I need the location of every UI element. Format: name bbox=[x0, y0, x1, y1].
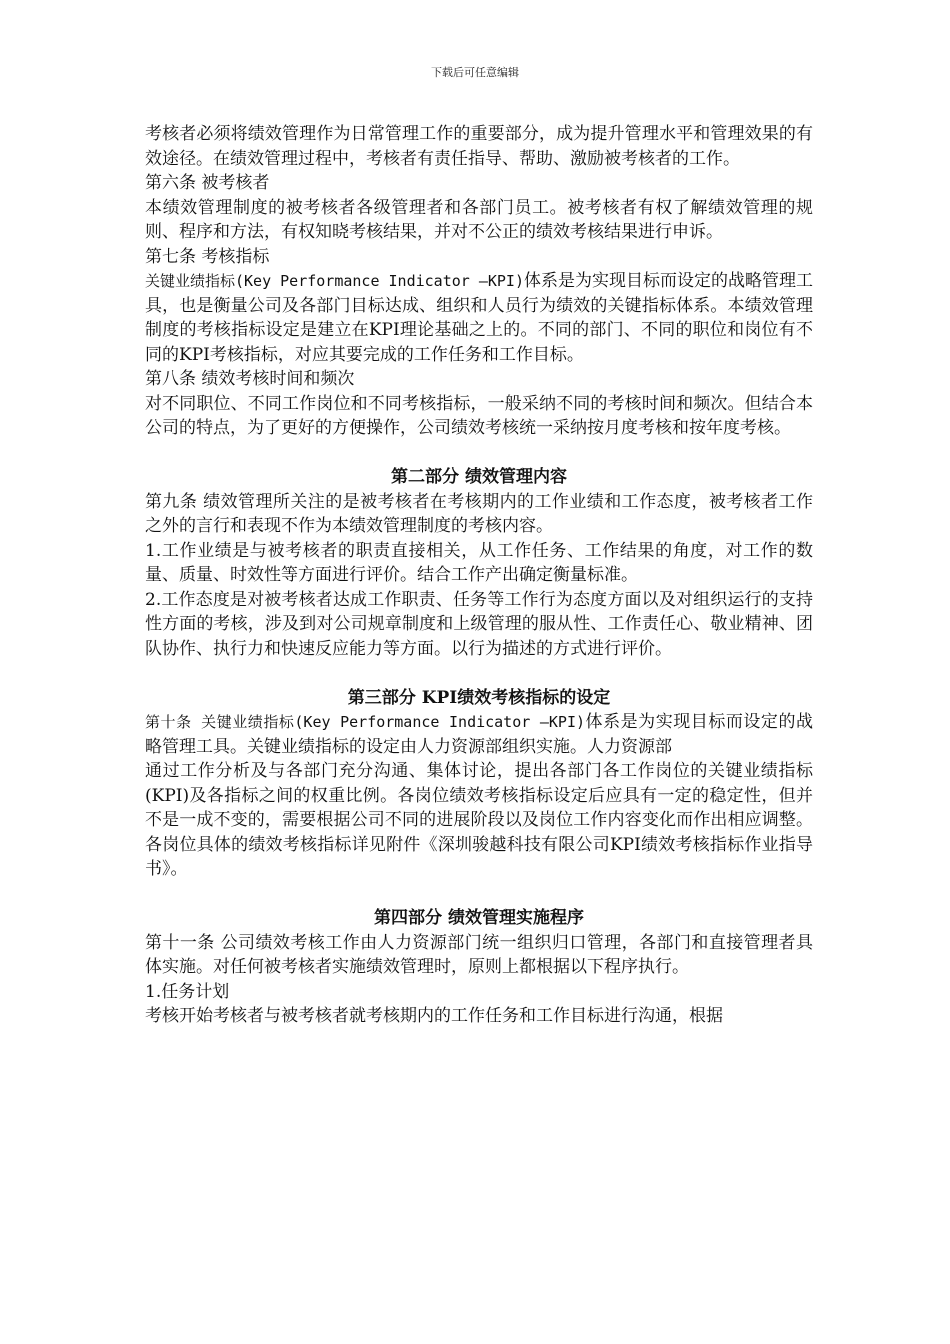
article-10-text-kpi: 第十条 关键业绩指标(Key Performance Indicator —KPI) bbox=[145, 713, 586, 731]
article-11-text: 第十一条 公司绩效考核工作由人力资源部门统一组织归口管理，各部门和直接管理者具体实施。对任何被考核者实施绩效管理时，原则上都根据以下程序执行。 bbox=[145, 932, 813, 977]
list-item-1: 1.工作业绩是与被考核者的职责直接相关，从工作任务、工作结果的角度，对工作的数量、质量、时效性等方面进行评价。结合工作产出确定衡量标准。 bbox=[145, 540, 813, 585]
article-7-text-kpi: 关键业绩指标(Key Performance Indicator —KPI) bbox=[145, 272, 524, 290]
part-2-heading: 第二部分 绩效管理内容 bbox=[391, 467, 567, 487]
article-7-text-rest: 体系是为实现目标而设定的战略管理工具，也是衡量公司及各部门目标达成、组织和人员行为绩效的关键指标体系。本绩效管理制度的考核指标设定是建立在KPI理论基础之上的。不同的部门、不同的职位和岗位有不同的KPI考核指标，对应其要完成的工作任务和工作目标。 bbox=[145, 271, 813, 365]
page-header-note: 下载后可任意编辑 bbox=[431, 66, 519, 79]
part-4-heading: 第四部分 绩效管理实施程序 bbox=[374, 908, 584, 928]
article-6-title: 第六条 被考核者 bbox=[145, 173, 270, 193]
article-10-text bbox=[145, 710, 813, 759]
section-spacer bbox=[145, 661, 813, 686]
article-6-text: 本绩效管理制度的被考核者各级管理者和各部门员工。被考核者有权了解绩效管理的规则、程序和方法，有权知晓考核结果，并对不公正的绩效考核结果进行申诉。 bbox=[145, 197, 813, 242]
paragraph-intro: 考核者必须将绩效管理作为日常管理工作的重要部分，成为提升管理水平和管理效果的有效途径。在绩效管理过程中，考核者有责任指导、帮助、激励被考核者的工作。 bbox=[145, 124, 813, 169]
document-body bbox=[145, 122, 813, 1029]
article-7-title: 第七条 考核指标 bbox=[145, 246, 270, 267]
article-10-text-continued: 通过工作分析及与各部门充分沟通、集体讨论，提出各部门各工作岗位的关键业绩指标(KPI)及各指标之间的权重比例。各岗位绩效考核指标设定后应具有一定的稳定性，但并不是一成不变的，需要根据公司不同的进展阶段以及岗位工作内容变化而作出相应调整。各岗位具体的绩效考核指标详见附件《深圳骏越科技有限公司KPI绩效考核指标作业指导书》。 bbox=[145, 761, 813, 879]
section-spacer bbox=[145, 441, 813, 466]
task-plan-text: 考核开始考核者与被考核者就考核期内的工作任务和工作目标进行沟通，根据 bbox=[145, 1006, 723, 1026]
article-7-text bbox=[145, 269, 813, 367]
article-8-text: 对不同职位、不同工作岗位和不同考核指标，一般采纳不同的考核时间和频次。但结合本公司的特点，为了更好的方便操作，公司绩效考核统一采纳按月度考核和按年度考核。 bbox=[145, 393, 813, 438]
article-9-text: 第九条 绩效管理所关注的是被考核者在考核期内的工作业绩和工作态度，被考核者工作之外的言行和表现不作为本绩效管理制度的考核内容。 bbox=[145, 491, 813, 536]
task-plan-title: 1.任务计划 bbox=[145, 981, 230, 1002]
list-item-2: 2.工作态度是对被考核者达成工作职责、任务等工作行为态度方面以及对组织运行的支持性方面的考核，涉及到对公司规章制度和上级管理的服从性、工作责任心、敬业精神、团队协作、执行力和快速反应能力等方面。以行为描述的方式进行评价。 bbox=[145, 589, 813, 659]
article-8-title: 第八条 绩效考核时间和频次 bbox=[145, 369, 355, 389]
part-3-heading: 第三部分 KPI绩效考核指标的设定 bbox=[347, 687, 611, 708]
section-spacer bbox=[145, 882, 813, 907]
article-10-text-rest: 体系是为实现目标而设定的战略管理工具。关键业绩指标的设定由人力资源部组织实施。人力资源部 bbox=[145, 712, 813, 757]
